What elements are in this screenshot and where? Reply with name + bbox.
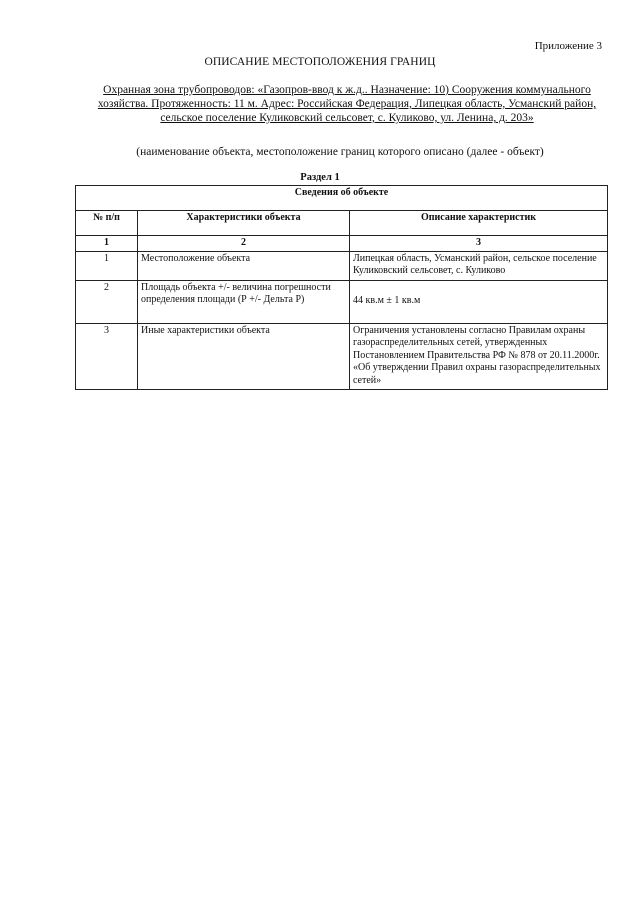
table-row: [76, 280, 608, 323]
table-caption: Сведения об объекте: [76, 186, 608, 211]
table-row: [76, 251, 608, 280]
object-caption: (наименование объекта, местоположение границ которого описано (далее - объект): [136, 146, 544, 158]
table-header-row: [76, 211, 608, 236]
row-value: Ограничения установлены согласно Правилам охраны газораспределительных сетей, утвержденных Постановлением Правительства РФ № 878 от 20.11.2000г. «Об утверждении Правил охраны газораспределительных сетей»: [350, 323, 608, 389]
row-characteristic: Местоположение объекта: [138, 251, 350, 280]
column-number-1: 1: [76, 236, 138, 252]
column-number-3: 3: [350, 236, 608, 252]
row-characteristic: Площадь объекта +/- величина погрешности определения площади (Р +/- Дельта Р): [138, 280, 350, 323]
object-info-table: [75, 185, 608, 390]
table-caption-row: [76, 186, 608, 211]
column-header-number: № п/п: [76, 211, 138, 236]
column-header-characteristic: Характеристики объекта: [138, 211, 350, 236]
row-characteristic: Иные характеристики объекта: [138, 323, 350, 389]
row-number: 1: [76, 251, 138, 280]
object-description: Охранная зона трубопроводов: «Газопров-ввод к ж.д.. Назначение: 10) Сооружения коммунального хозяйства. Протяженность: 11 м. Адрес: Российская Федерация, Липецкая область, Усманский район, сельское поселение Куликовский сельсовет, с. Куликово, ул. Ленина, д. 203»: [97, 84, 597, 124]
column-numbers-row: [76, 236, 608, 252]
row-number: 3: [76, 323, 138, 389]
row-value: Липецкая область, Усманский район, сельское поселение Куликовский сельсовет, с. Куликово: [350, 251, 608, 280]
table-row: [76, 323, 608, 389]
row-number: 2: [76, 280, 138, 323]
column-header-description: Описание характеристик: [350, 211, 608, 236]
document-title: ОПИСАНИЕ МЕСТОПОЛОЖЕНИЯ ГРАНИЦ: [204, 56, 436, 68]
appendix-label: Приложение 3: [534, 40, 602, 52]
section-label: Раздел 1: [300, 172, 340, 183]
column-number-2: 2: [138, 236, 350, 252]
row-value: 44 кв.м ± 1 кв.м: [350, 280, 608, 323]
